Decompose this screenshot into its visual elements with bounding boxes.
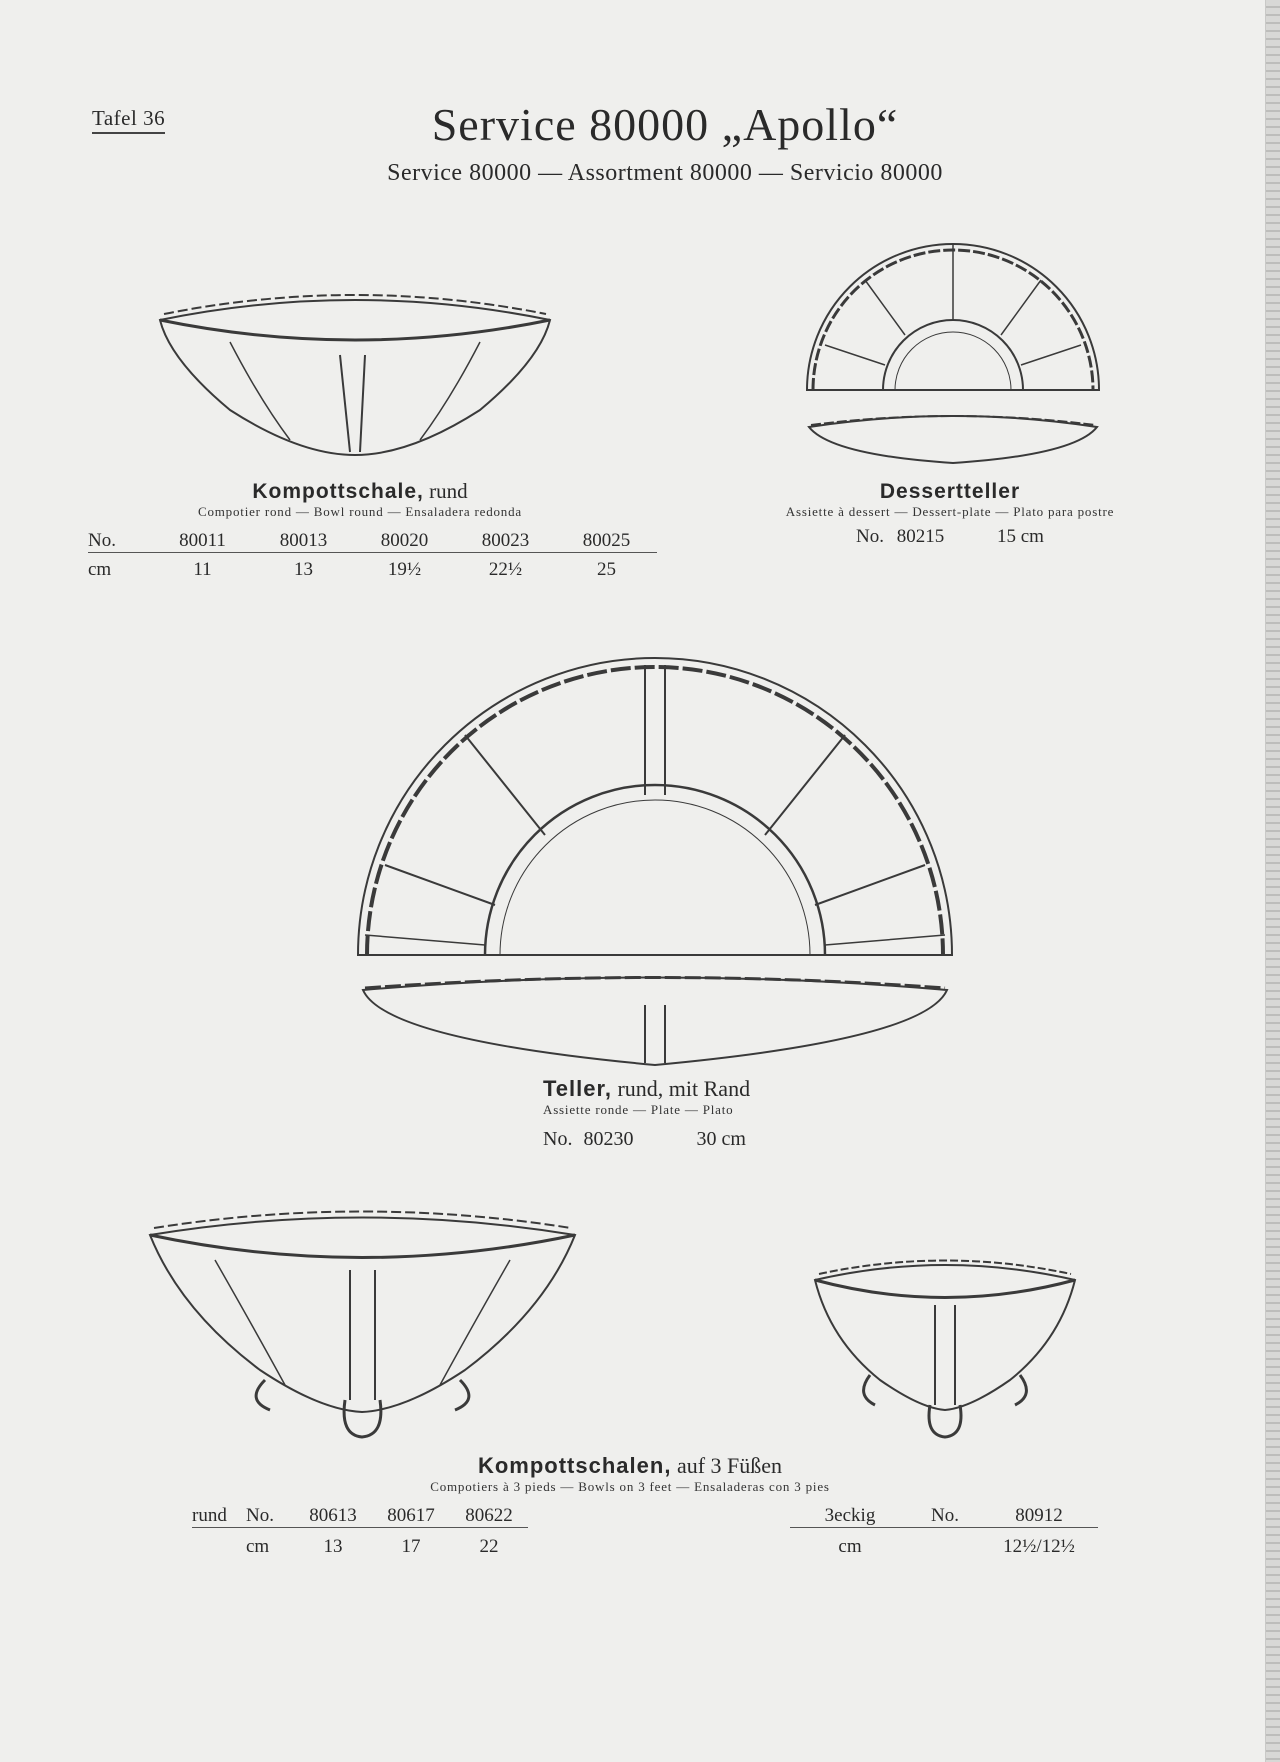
- table-row: rund No. 80613 80617 80622: [192, 1505, 528, 1528]
- item-size: 30 cm: [696, 1128, 746, 1150]
- footed-bowl-round-illustration: [145, 1200, 580, 1440]
- footed-bowls-round-table: [192, 1505, 528, 1558]
- item-number: 80020: [380, 530, 429, 551]
- item-size: 15 cm: [997, 526, 1044, 547]
- item-size: 19½: [354, 553, 455, 582]
- footed-bowls-translations: Compotiers à 3 pieds — Bowls on 3 feet — Ensaladeras con 3 pies: [430, 1479, 830, 1494]
- footed-bowl-triangular-illustration: [810, 1250, 1080, 1440]
- footed-bowls-feet: auf 3 Füßen: [671, 1453, 783, 1478]
- item-number: 80025: [582, 530, 631, 551]
- item-number: 80617: [387, 1505, 435, 1526]
- dessert-plate-caption: [740, 479, 1160, 548]
- item-number: 80622: [465, 1505, 513, 1526]
- item-number: 80023: [481, 530, 530, 551]
- footed-bowls-caption: [340, 1453, 920, 1495]
- item-number: 80912: [1015, 1505, 1063, 1526]
- plate-number: Tafel 36: [92, 106, 165, 134]
- bowl-round-translations: Compotier rond — Bowl round — Ensaladera redonda: [198, 504, 522, 519]
- item-size: 22½: [455, 553, 556, 582]
- item-size: 22: [450, 1528, 528, 1559]
- plate-rim-illustration: [355, 645, 955, 1070]
- page-title: Service 80000 „Apollo“: [431, 99, 899, 150]
- item-size: 11: [152, 553, 253, 582]
- dessert-plate-translations: Assiette à dessert — Dessert-plate — Plato para postre: [785, 504, 1115, 519]
- shape-label: 3eckig: [824, 1505, 876, 1526]
- bowl-round-caption: [120, 479, 600, 520]
- item-number: 80013: [279, 530, 328, 551]
- item-number: 80011: [179, 530, 226, 551]
- page-subtitle: Service 80000 — Assortment 80000 — Servicio 80000: [387, 160, 943, 186]
- item-number: 80230: [583, 1128, 634, 1150]
- plate-rim-shape: rund, mit Rand: [611, 1076, 751, 1101]
- page-edge: [1265, 0, 1280, 1762]
- table-row: No. 80011 80013 80020 80023 80025: [88, 530, 657, 553]
- dessert-plate-illustration: [805, 235, 1101, 470]
- dessert-plate-name: Dessertteller: [879, 480, 1021, 503]
- item-size: 13: [294, 1528, 372, 1559]
- bowl-round-table: [88, 530, 657, 581]
- bowl-round-shape: rund: [423, 479, 468, 503]
- bowl-round-illustration: [150, 280, 560, 460]
- footed-bowls-triangular-table: [790, 1505, 1098, 1558]
- plate-rim-spec: No. 80230 30 cm: [543, 1128, 746, 1150]
- table-row: cm 13 17 22: [192, 1528, 528, 1559]
- item-size: 12½/12½: [980, 1528, 1098, 1559]
- plate-rim-name: Teller,: [543, 1076, 612, 1101]
- item-size: 17: [372, 1528, 450, 1559]
- bowl-round-name: Kompottschale,: [252, 480, 424, 503]
- dessert-plate-spec: No. 80215 15 cm: [856, 526, 1044, 547]
- item-size: 25: [556, 553, 657, 582]
- item-number: 80215: [896, 526, 945, 547]
- table-row: 3eckig No. 80912: [790, 1505, 1098, 1528]
- item-size: 13: [253, 553, 354, 582]
- shape-label: rund: [192, 1505, 227, 1526]
- table-row: cm 12½/12½: [790, 1528, 1098, 1559]
- plate-rim-translations: Assiette ronde — Plate — Plato: [543, 1102, 734, 1117]
- plate-rim-caption: [543, 1076, 843, 1151]
- table-row: cm 11 13 19½ 22½ 25: [88, 553, 657, 582]
- item-number: 80613: [309, 1505, 357, 1526]
- footed-bowls-name: Kompottschalen,: [477, 1453, 672, 1478]
